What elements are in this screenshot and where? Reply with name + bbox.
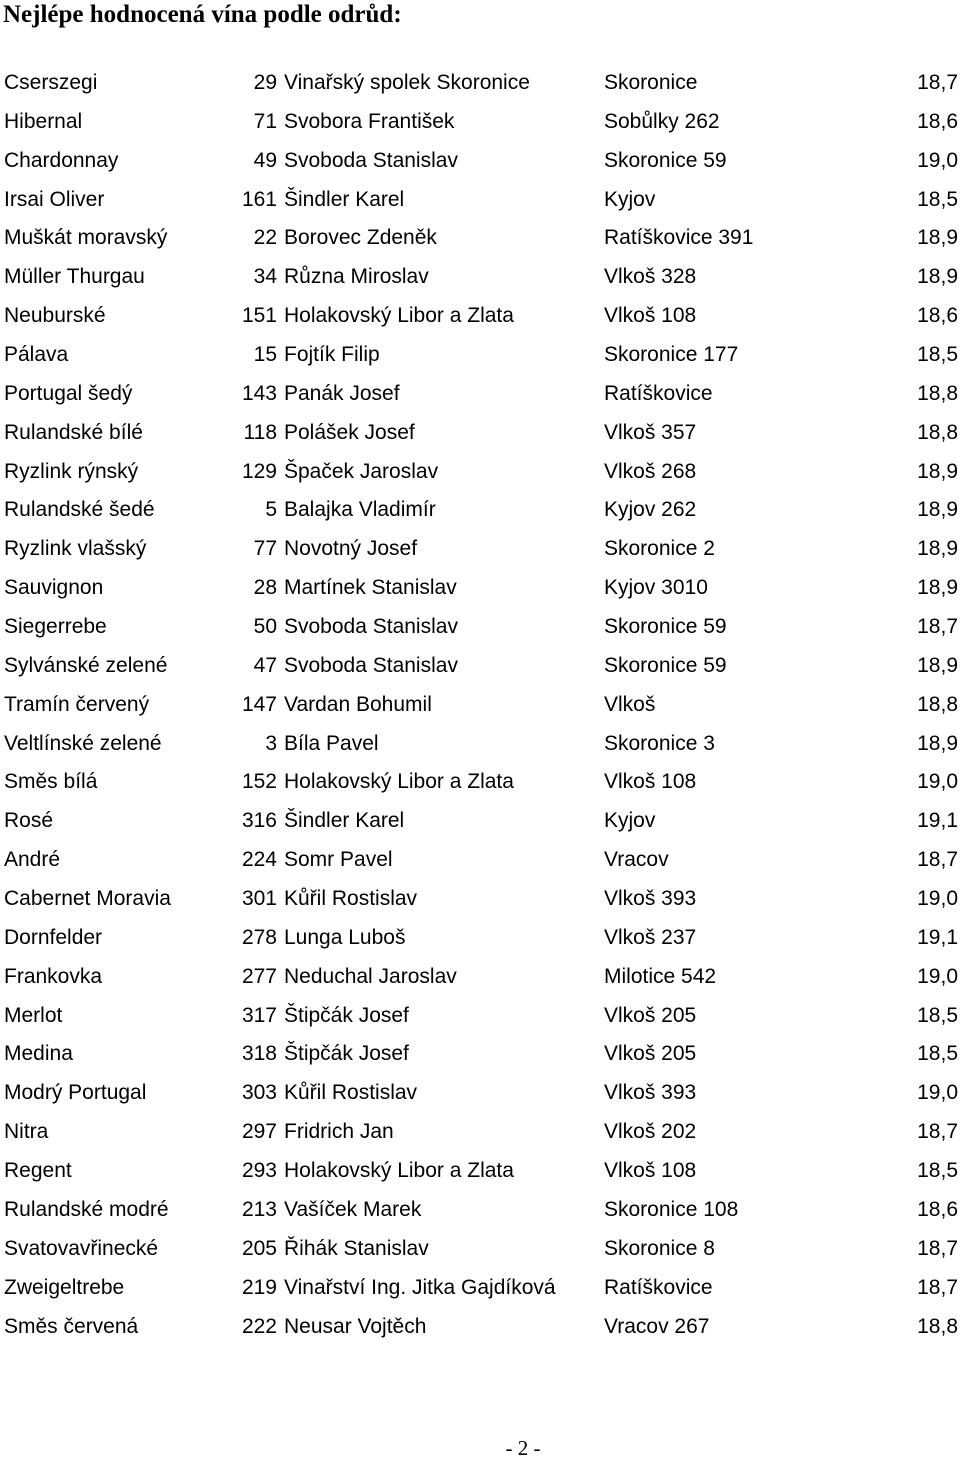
table-row: [0, 1308, 960, 1347]
table-row: [0, 1269, 960, 1308]
producer-name: Štipčák Josef: [284, 1042, 409, 1066]
table-row: [0, 414, 960, 453]
producer-name: Vardan Bohumil: [284, 692, 432, 716]
producer-place: Skoronice: [604, 71, 698, 94]
wine-score: 19,0: [917, 887, 958, 911]
producer-place: Vlkoš 205: [604, 1042, 697, 1066]
entry-number: 147: [241, 692, 277, 716]
producer-name: Holakovský Libor a Zlata: [284, 304, 514, 328]
entry-number: 5: [265, 498, 277, 522]
wine-variety: Směs červená: [4, 1314, 139, 1338]
table-row: [0, 1035, 960, 1074]
entry-number: 50: [253, 615, 277, 639]
table-row: [0, 686, 960, 725]
producer-name: Kůřil Rostislav: [284, 887, 418, 911]
wine-variety: Tramín červený: [4, 692, 150, 716]
entry-number: 303: [241, 1081, 277, 1105]
wine-score: 18,7: [917, 848, 958, 872]
table-row: [0, 491, 960, 530]
producer-name: Novotný Josef: [284, 537, 418, 561]
wine-score: 18,9: [917, 459, 958, 483]
wine-score: 19,0: [917, 964, 958, 988]
wine-score: 19,0: [917, 770, 958, 794]
producer-name: Fridrich Jan: [284, 1120, 394, 1144]
producer-place: Ratíškovice: [604, 381, 713, 405]
table-row: [0, 958, 960, 997]
table-row: [0, 142, 960, 181]
wine-score: 18,9: [917, 731, 958, 755]
wine-score: 18,8: [917, 692, 958, 716]
producer-place: Sobůlky 262: [604, 109, 720, 133]
wine-variety: Sauvignon: [4, 576, 104, 600]
table-row: [0, 1191, 960, 1230]
producer-place: Skoronice 2: [604, 537, 715, 561]
wine-variety: Ryzlink rýnský: [4, 459, 139, 483]
wine-variety: Frankovka: [4, 964, 103, 988]
producer-place: Ratíškovice 391: [604, 226, 754, 250]
wine-variety: Portugal šedý: [4, 381, 133, 405]
wine-score: 18,9: [917, 226, 958, 250]
entry-number: 129: [241, 459, 277, 483]
wine-score: 18,9: [917, 537, 958, 561]
entry-number: 28: [253, 576, 277, 600]
producer-name: Vinařský spolek Skoronice: [284, 71, 530, 94]
producer-name: Špaček Jaroslav: [284, 459, 439, 483]
table-row: [0, 181, 960, 220]
entry-number: 316: [241, 809, 277, 833]
wine-score: 18,5: [917, 1159, 958, 1183]
wine-score: 18,5: [917, 1003, 958, 1027]
wine-variety: Pálava: [4, 343, 69, 367]
entry-number: 47: [253, 653, 277, 677]
producer-place: Vracov 267: [604, 1314, 710, 1338]
wine-variety: Rulandské šedé: [4, 498, 155, 522]
entry-number: 318: [241, 1042, 277, 1066]
producer-name: Svoboda Stanislav: [284, 148, 458, 172]
wine-score: 18,9: [917, 576, 958, 600]
producer-place: Vlkoš 237: [604, 925, 697, 949]
table-row: [0, 1113, 960, 1152]
table-row: [0, 841, 960, 880]
table-row: [0, 64, 960, 103]
producer-place: Vlkoš 393: [604, 1081, 697, 1105]
producer-name: Bíla Pavel: [284, 731, 379, 755]
table-row: [0, 103, 960, 142]
producer-place: Skoronice 8: [604, 1236, 715, 1260]
table-row: [0, 763, 960, 802]
producer-place: Kyjov 3010: [604, 576, 708, 600]
wine-variety: Siegerrebe: [4, 615, 107, 639]
wine-variety: Müller Thurgau: [4, 265, 145, 289]
producer-name: Řihák Stanislav: [284, 1236, 429, 1260]
producer-name: Svoboda Stanislav: [284, 615, 458, 639]
wine-variety: Nitra: [4, 1120, 49, 1144]
producer-place: Vlkoš 393: [604, 887, 697, 911]
table-row: [0, 569, 960, 608]
table-row: [0, 725, 960, 764]
wine-variety: Irsai Oliver: [4, 187, 105, 211]
wine-score: 18,7: [917, 1120, 958, 1144]
entry-number: 205: [241, 1236, 277, 1260]
wine-score: 18,5: [917, 343, 958, 367]
producer-name: Vinařství Ing. Jitka Gajdíková: [284, 1275, 556, 1299]
producer-name: Fojtík Filip: [284, 343, 380, 367]
wine-variety: Muškát moravský: [4, 226, 168, 250]
producer-name: Štipčák Josef: [284, 1003, 409, 1027]
entry-number: 219: [241, 1275, 277, 1299]
producer-place: Vracov: [604, 848, 669, 872]
producer-place: Skoronice 108: [604, 1197, 739, 1221]
entry-number: 77: [253, 537, 277, 561]
producer-name: Svobora František: [284, 109, 455, 133]
table-row: [0, 1152, 960, 1191]
wine-score: 18,9: [917, 653, 958, 677]
producer-name: Šindler Karel: [284, 187, 405, 211]
page-title: Nejlépe hodnocená vína podle odrůd:: [3, 1, 402, 28]
producer-name: Martínek Stanislav: [284, 576, 457, 600]
producer-name: Holakovský Libor a Zlata: [284, 770, 514, 794]
producer-place: Skoronice 3: [604, 731, 715, 755]
entry-number: 317: [241, 1003, 277, 1027]
table-row: [0, 802, 960, 841]
entry-number: 29: [253, 71, 277, 94]
wine-variety: Chardonnay: [4, 148, 119, 172]
entry-number: 222: [241, 1314, 277, 1338]
wine-score: 18,8: [917, 1314, 958, 1338]
producer-name: Šindler Karel: [284, 809, 405, 833]
wine-variety: Cserszegi: [4, 71, 98, 94]
producer-name: Svoboda Stanislav: [284, 653, 458, 677]
wine-score: 19,1: [917, 809, 958, 833]
entry-number: 301: [241, 887, 277, 911]
wine-variety: Rulandské bílé: [4, 420, 143, 444]
wine-score: 18,7: [917, 71, 958, 94]
wine-variety: Modrý Portugal: [4, 1081, 147, 1105]
entry-number: 297: [241, 1120, 277, 1144]
wine-variety: Medina: [4, 1042, 73, 1066]
producer-place: Ratíškovice: [604, 1275, 713, 1299]
entry-number: 34: [253, 265, 277, 289]
wine-score: 18,5: [917, 1042, 958, 1066]
producer-place: Vlkoš: [604, 692, 656, 716]
wine-variety: Veltlínské zelené: [4, 731, 162, 755]
wine-score: 19,0: [917, 1081, 958, 1105]
entry-number: 151: [241, 304, 277, 328]
entry-number: 15: [253, 343, 277, 367]
producer-place: Vlkoš 108: [604, 304, 697, 328]
wine-variety: Zweigeltrebe: [4, 1275, 125, 1299]
entry-number: 213: [241, 1197, 277, 1221]
table-row: [0, 997, 960, 1036]
table-row: [0, 1230, 960, 1269]
wine-score: 18,8: [917, 381, 958, 405]
wine-results-table: [0, 64, 960, 1346]
producer-place: Vlkoš 108: [604, 770, 697, 794]
wine-variety: André: [4, 848, 61, 872]
entry-number: 161: [241, 187, 277, 211]
page-number: - 2 -: [505, 1436, 541, 1460]
wine-score: 18,9: [917, 265, 958, 289]
wine-score: 18,6: [917, 304, 958, 328]
entry-number: 278: [241, 925, 277, 949]
producer-name: Holakovský Libor a Zlata: [284, 1159, 514, 1183]
table-row: [0, 919, 960, 958]
wine-variety: Směs bílá: [4, 770, 98, 794]
table-row: [0, 1074, 960, 1113]
producer-name: Polášek Josef: [284, 420, 415, 444]
producer-place: Vlkoš 357: [604, 420, 697, 444]
wine-score: 18,5: [917, 187, 958, 211]
wine-variety: Hibernal: [4, 109, 83, 133]
producer-name: Neduchal Jaroslav: [284, 964, 457, 988]
entry-number: 118: [243, 420, 277, 444]
wine-score: 19,1: [917, 925, 958, 949]
entry-number: 277: [241, 964, 277, 988]
producer-place: Kyjov: [604, 809, 656, 833]
table-row: [0, 219, 960, 258]
producer-place: Vlkoš 108: [604, 1159, 697, 1183]
producer-place: Skoronice 59: [604, 148, 727, 172]
producer-name: Panák Josef: [284, 381, 400, 405]
producer-place: Vlkoš 202: [604, 1120, 697, 1144]
table-row: [0, 453, 960, 492]
wine-score: 18,7: [917, 1236, 958, 1260]
table-row: [0, 608, 960, 647]
producer-name: Balajka Vladimír: [284, 498, 436, 522]
entry-number: 293: [241, 1159, 277, 1183]
entry-number: 22: [253, 226, 277, 250]
producer-name: Borovec Zdeněk: [284, 226, 437, 250]
wine-variety: Regent: [4, 1159, 72, 1183]
producer-name: Vašíček Marek: [284, 1197, 422, 1221]
table-row: [0, 297, 960, 336]
table-row: [0, 530, 960, 569]
producer-place: Skoronice 177: [604, 343, 739, 367]
wine-score: 18,7: [917, 615, 958, 639]
producer-name: Kůřil Rostislav: [284, 1081, 418, 1105]
entry-number: 3: [265, 731, 277, 755]
wine-variety: Cabernet Moravia: [4, 887, 171, 911]
producer-place: Skoronice 59: [604, 615, 727, 639]
producer-name: Různa Miroslav: [284, 265, 429, 289]
wine-score: 18,7: [917, 1275, 958, 1299]
table-row: [0, 336, 960, 375]
wine-variety: Neuburské: [4, 304, 106, 328]
wine-variety: Svatovavřinecké: [4, 1236, 159, 1260]
entry-number: 224: [241, 848, 277, 872]
wine-variety: Rulandské modré: [4, 1197, 169, 1221]
producer-place: Vlkoš 268: [604, 459, 697, 483]
entry-number: 71: [253, 109, 277, 133]
wine-variety: Dornfelder: [4, 925, 103, 949]
producer-name: Lunga Luboš: [284, 925, 406, 949]
producer-name: Neusar Vojtěch: [284, 1314, 427, 1338]
table-row: [0, 880, 960, 919]
wine-score: 18,6: [917, 109, 958, 133]
wine-score: 18,9: [917, 498, 958, 522]
producer-name: Somr Pavel: [284, 848, 393, 872]
entry-number: 143: [241, 381, 277, 405]
entry-number: 49: [253, 148, 277, 172]
table-row: [0, 375, 960, 414]
table-row: [0, 647, 960, 686]
wine-variety: Sylvánské zelené: [4, 653, 168, 677]
producer-place: Kyjov: [604, 187, 656, 211]
producer-place: Vlkoš 205: [604, 1003, 697, 1027]
producer-place: Skoronice 59: [604, 653, 727, 677]
table-row: [0, 258, 960, 297]
wine-variety: Merlot: [4, 1003, 63, 1027]
producer-place: Kyjov 262: [604, 498, 697, 522]
wine-score: 19,0: [917, 148, 958, 172]
producer-place: Vlkoš 328: [604, 265, 697, 289]
wine-score: 18,8: [917, 420, 958, 444]
wine-variety: Ryzlink vlašský: [4, 537, 147, 561]
entry-number: 152: [241, 770, 277, 794]
wine-score: 18,6: [917, 1197, 958, 1221]
wine-variety: Rosé: [4, 809, 54, 833]
producer-place: Milotice 542: [604, 964, 717, 988]
